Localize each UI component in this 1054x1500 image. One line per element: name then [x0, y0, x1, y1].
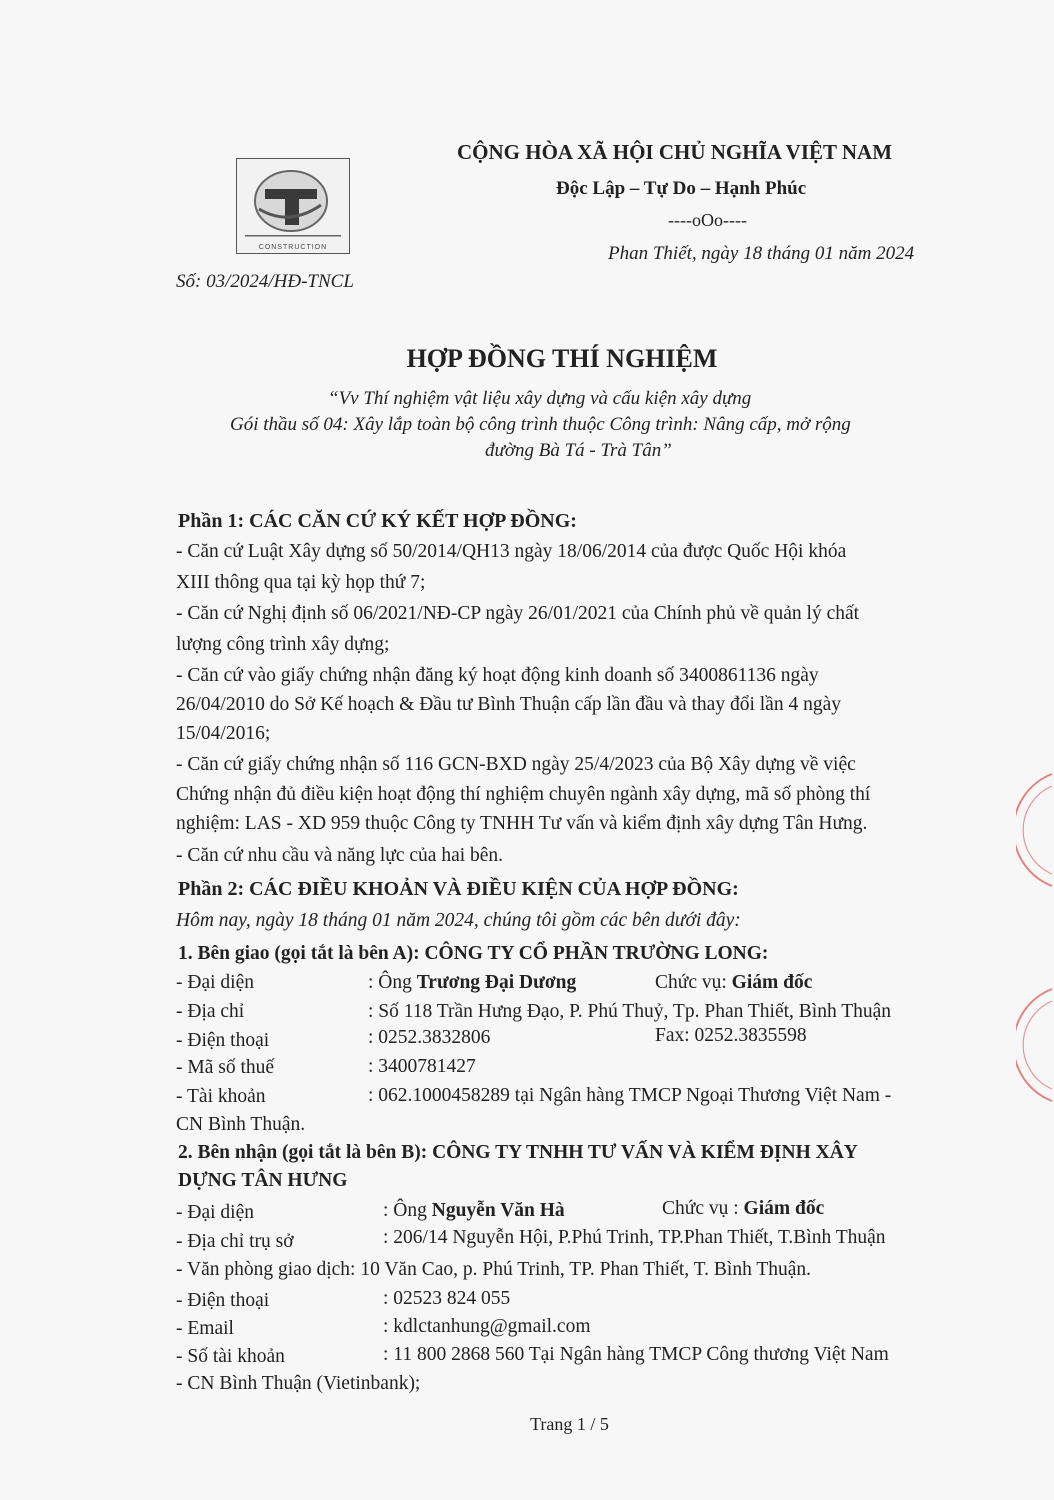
party-b-phone: : 02523 824 055	[383, 1288, 511, 1309]
national-motto: Độc Lập – Tự Do – Hạnh Phúc	[556, 178, 807, 199]
party-a-role: Chức vụ: Giám đốc	[655, 972, 813, 993]
document-number: Số: 03/2024/HĐ-TNCL	[176, 271, 354, 292]
part1-line: 26/04/2010 do Sở Kế hoạch & Đầu tư Bình Thuận cấp lần đầu và thay đổi lần 4 ngày	[176, 694, 841, 715]
subtitle-line-1: “Vv Thí nghiệm vật liệu xây dựng và cấu kiện xây dựng	[328, 388, 752, 409]
part1-line: XIII thông qua tại kỳ họp thứ 7;	[176, 572, 426, 593]
party-a-tax: : 3400781427	[368, 1056, 476, 1077]
party-a-account-label: - Tài khoản	[176, 1086, 266, 1107]
document-date: Phan Thiết, ngày 18 tháng 01 năm 2024	[608, 243, 915, 264]
party-b-email: : kdlctanhung@gmail.com	[383, 1316, 591, 1337]
party-b-office: - Văn phòng giao dịch: 10 Văn Cao, p. Phú Trinh, TP. Phan Thiết, T. Bình Thuận.	[176, 1259, 812, 1280]
part1-line: lượng công trình xây dựng;	[176, 634, 390, 655]
page-number: Trang 1 / 5	[530, 1414, 609, 1434]
party-b-rep-name: Nguyễn Văn Hà	[431, 1200, 565, 1221]
party-b-heading-cont: DỰNG TÂN HƯNG	[178, 1170, 348, 1191]
party-b-phone-label: - Điện thoại	[176, 1290, 270, 1311]
party-a-phone: : 0252.3832806	[368, 1027, 491, 1048]
party-b-account-label: - Số tài khoản	[176, 1346, 285, 1367]
subtitle-line-3: đường Bà Tá - Trà Tân”	[485, 440, 672, 461]
logo-caption: CONSTRUCTION	[258, 244, 328, 251]
party-b-hq: : 206/14 Nguyễn Hội, P.Phú Trinh, TP.Phan Thiết, T.Bình Thuận	[383, 1227, 886, 1248]
part2-intro: Hôm nay, ngày 18 tháng 01 năm 2024, chúng tôi gồm các bên dưới đây:	[176, 910, 741, 931]
party-a-address: : Số 118 Trần Hưng Đạo, P. Phú Thuỷ, Tp. Phan Thiết, Bình Thuận	[368, 1001, 892, 1022]
subtitle-line-2: Gói thầu số 04: Xây lắp toàn bộ công trình thuộc Công trình: Nâng cấp, mở rộng	[230, 414, 851, 435]
party-b-rep-label: - Đại diện	[176, 1202, 254, 1223]
part1-line: - Căn cứ Nghị định số 06/2021/NĐ-CP ngày 26/01/2021 của Chính phủ về quản lý chất	[176, 603, 860, 624]
part1-line: - Căn cứ vào giấy chứng nhận đăng ký hoạt động kinh doanh số 3400861136 ngày	[176, 665, 819, 686]
party-a-rep-label: - Đại diện	[176, 972, 254, 993]
part1-line: nghiệm: LAS - XD 959 thuộc Công ty TNHH Tư vấn và kiểm định xây dựng Tân Hưng.	[176, 813, 868, 834]
party-b-hq-label: - Địa chỉ trụ sở	[176, 1231, 294, 1252]
red-seal-fragment-icon	[1016, 985, 1054, 1105]
party-a-fax: Fax: 0252.3835598	[655, 1025, 807, 1046]
part2-heading: Phần 2: CÁC ĐIỀU KHOẢN VÀ ĐIỀU KIỆN CỦA HỢP ĐỒNG:	[178, 878, 739, 900]
part1-line: - Căn cứ nhu cầu và năng lực của hai bên.	[176, 845, 504, 866]
party-b-rep: : Ông Nguyễn Văn Hà	[383, 1200, 565, 1221]
logo-mark-icon	[237, 159, 349, 253]
party-a-account: : 062.1000458289 tại Ngân hàng TMCP Ngoại Thương Việt Nam -	[368, 1085, 892, 1106]
part1-line: - Căn cứ Luật Xây dựng số 50/2014/QH13 ngày 18/06/2014 của được Quốc Hội khóa	[176, 541, 847, 562]
party-b-role: Chức vụ : Giám đốc	[662, 1198, 825, 1219]
party-b-account: : 11 800 2868 560 Tại Ngân hàng TMCP Công thương Việt Nam	[383, 1344, 889, 1365]
party-a-rep-name: Trương Đại Dương	[416, 972, 577, 993]
part1-line: Chứng nhận đủ điều kiện hoạt động thí nghiệm chuyên ngành xây dựng, mã số phòng thí	[176, 784, 871, 805]
header-separator: ----oOo----	[668, 210, 747, 230]
national-heading: CỘNG HÒA XÃ HỘI CHỦ NGHĨA VIỆT NAM	[457, 140, 893, 164]
party-a-phone-label: - Điện thoại	[176, 1030, 270, 1051]
red-seal-fragment-icon	[1016, 770, 1054, 890]
part1-heading: Phần 1: CÁC CĂN CỨ KÝ KẾT HỢP ĐỒNG:	[178, 510, 577, 532]
part1-line: - Căn cứ giấy chứng nhận số 116 GCN-BXD ngày 25/4/2023 của Bộ Xây dựng về việc	[176, 754, 856, 775]
party-b-account-cont: - CN Bình Thuận (Vietinbank);	[176, 1373, 421, 1394]
party-b-heading: 2. Bên nhận (gọi tắt là bên B): CÔNG TY TNHH TƯ VẤN VÀ KIỂM ĐỊNH XÂY	[178, 1142, 858, 1163]
party-a-rep: : Ông Trương Đại Dương	[368, 972, 577, 993]
party-b-email-label: - Email	[176, 1318, 234, 1339]
part1-line: 15/04/2016;	[176, 723, 271, 744]
party-a-heading: 1. Bên giao (gọi tắt là bên A): CÔNG TY CỔ PHẦN TRƯỜNG LONG:	[178, 943, 769, 964]
party-a-tax-label: - Mã số thuế	[176, 1057, 275, 1078]
party-a-address-label: - Địa chỉ	[176, 1001, 245, 1022]
company-logo	[236, 158, 350, 254]
document-title: HỢP ĐỒNG THÍ NGHIỆM	[406, 344, 718, 373]
party-a-account-cont: CN Bình Thuận.	[176, 1114, 306, 1135]
